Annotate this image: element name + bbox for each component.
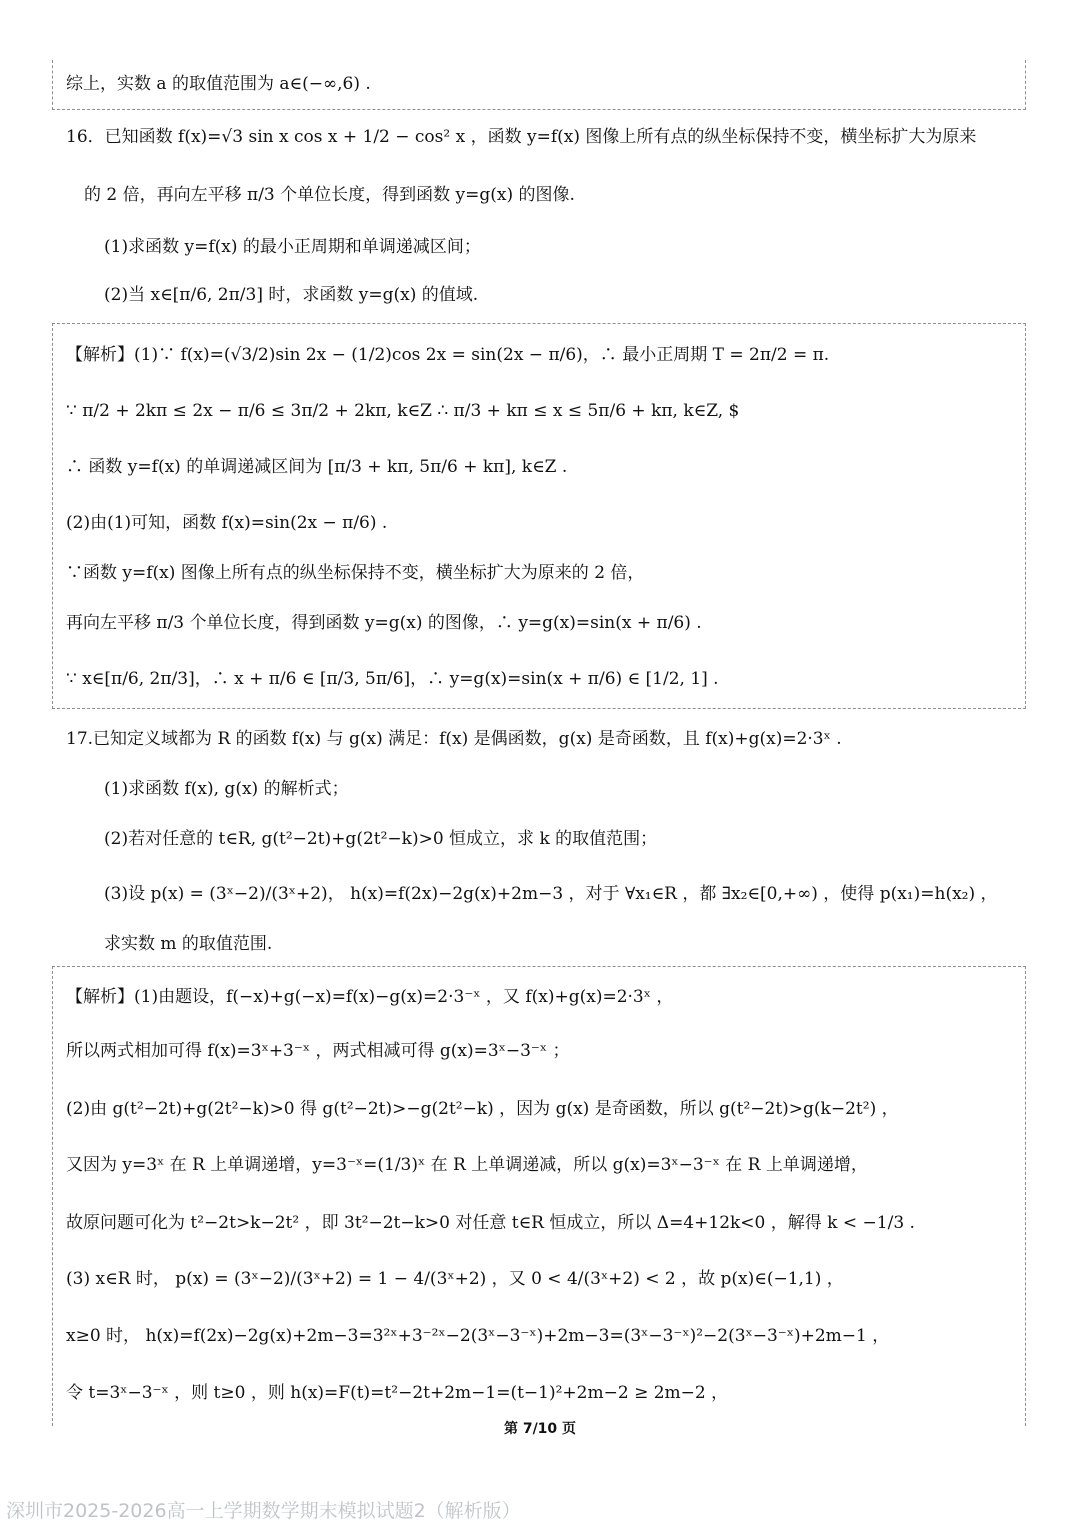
solution-17-line: x≥0 时， h(x)=f(2x)−2g(x)+2m−3=3²ˣ+3⁻²ˣ−2(3ˣ−3⁻ˣ)+2m−3=(3ˣ−3⁻ˣ)²−2(3ˣ−3⁻ˣ)+2m−1 ， [66, 1326, 890, 1346]
question-16-line1: 16．已知函数 f(x)=√3 sin x cos x + 1/2 − cos² x ，函数 y=f(x) 图像上所有点的纵坐标保持不变，横坐标扩大为原来 [66, 127, 977, 147]
solution-17-line: 故原问题可化为 t²−2t>k−2t² ，即 3t²−2t−k>0 对任意 t∈R 恒成立，所以 Δ=4+12k<0 ，解得 k < −1/3 . [66, 1213, 915, 1233]
solution-box-17 [52, 966, 1026, 1426]
solution-16-line: ∴ 函数 y=f(x) 的单调递减区间为 [π/3 + kπ, 5π/6 + kπ], k∈Z . [66, 457, 568, 477]
question-17-line1: 17.已知定义域都为 R 的函数 f(x) 与 g(x) 满足：f(x) 是偶函数，g(x) 是奇函数，且 f(x)+g(x)=2·3ˣ . [66, 729, 842, 749]
solution-17-line: (2)由 g(t²−2t)+g(2t²−k)>0 得 g(t²−2t)>−g(2t²−k) ，因为 g(x) 是奇函数，所以 g(t²−2t)>g(k−2t²) ， [66, 1099, 899, 1119]
solution-16-line: 【解析】(1)∵ f(x)=(√3/2)sin 2x − (1/2)cos 2x = sin(2x − π/6)，∴ 最小正周期 T = 2π/2 = π. [66, 345, 830, 365]
question-16-part2: (2)当 x∈[π/6, 2π/3] 时，求函数 y=g(x) 的值域. [104, 285, 479, 305]
solution-16-line: ∵ x∈[π/6, 2π/3]，∴ x + π/6 ∈ [π/3, 5π/6]，∴ y=g(x)=sin(x + π/6) ∈ [1/2, 1] . [66, 669, 719, 689]
page-number: 第 7/10 页 [503, 1421, 577, 1437]
question-17-part3b: 求实数 m 的取值范围. [104, 934, 273, 954]
conclusion-text: 综上，实数 a 的取值范围为 a∈(−∞,6) . [66, 74, 371, 94]
question-16-line2: 的 2 倍，再向左平移 π/3 个单位长度，得到函数 y=g(x) 的图像. [84, 185, 575, 205]
solution-16-line: ∵ π/2 + 2kπ ≤ 2x − π/6 ≤ 3π/2 + 2kπ, k∈Z ∴ π/3 + kπ ≤ x ≤ 5π/6 + kπ, k∈Z, $ [66, 401, 740, 421]
question-17-part3: (3)设 p(x) = (3ˣ−2)/(3ˣ+2)， h(x)=f(2x)−2g(x)+2m−3 ，对于 ∀x₁∈R ，都 ∃x₂∈[0,+∞) ，使得 p(x₁)=h(x₂) ， [104, 884, 998, 904]
solution-16-line: ∵函数 y=f(x) 图像上所有点的纵坐标保持不变，横坐标扩大为原来的 2 倍， [66, 563, 645, 583]
question-17-part1: (1)求函数 f(x), g(x) 的解析式； [104, 779, 349, 799]
watermark-text: 深圳市2025-2026高一上学期数学期末模拟试题2（解析版） [6, 1500, 521, 1522]
solution-17-line: 所以两式相加可得 f(x)=3ˣ+3⁻ˣ ，两式相减可得 g(x)=3ˣ−3⁻ˣ ； [66, 1041, 570, 1061]
solution-16-line: 再向左平移 π/3 个单位长度，得到函数 y=g(x) 的图像，∴ y=g(x)=sin(x + π/6) . [66, 613, 702, 633]
solution-17-line: 令 t=3ˣ−3⁻ˣ ，则 t≥0 ，则 h(x)=F(t)=t²−2t+2m−1=(t−1)²+2m−2 ≥ 2m−2 ， [66, 1383, 729, 1403]
solution-17-line: (3) x∈R 时， p(x) = (3ˣ−2)/(3ˣ+2) = 1 − 4/(3ˣ+2) ，又 0 < 4/(3ˣ+2) < 2 ，故 p(x)∈(−1,1) ， [66, 1269, 844, 1289]
solution-17-line: 又因为 y=3ˣ 在 R 上单调递增，y=3⁻ˣ=(1/3)ˣ 在 R 上单调递减，所以 g(x)=3ˣ−3⁻ˣ 在 R 上单调递增， [66, 1155, 868, 1175]
solution-17-line: 【解析】(1)由题设，f(−x)+g(−x)=f(x)−g(x)=2·3⁻ˣ ，又 f(x)+g(x)=2·3ˣ ， [66, 987, 674, 1007]
solution-16-line: (2)由(1)可知，函数 f(x)=sin(2x − π/6) . [66, 513, 388, 533]
question-16-part1: (1)求函数 y=f(x) 的最小正周期和单调递减区间； [104, 237, 481, 257]
question-17-part2: (2)若对任意的 t∈R, g(t²−2t)+g(2t²−k)>0 恒成立，求 k 的取值范围； [104, 829, 658, 849]
